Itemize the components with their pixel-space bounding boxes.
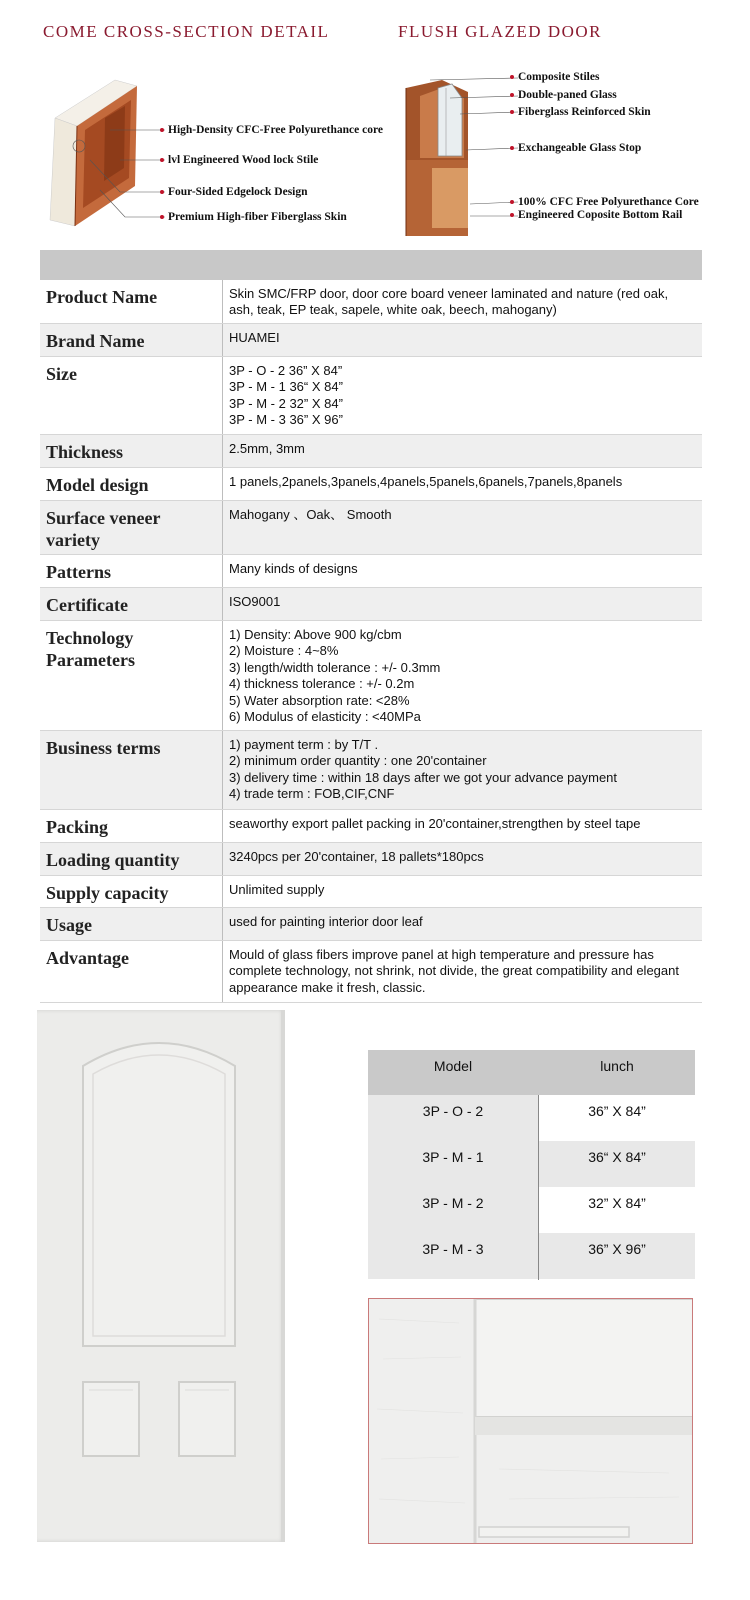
glazed-door-title: FLUSH GLAZED DOOR xyxy=(398,22,602,41)
size-cell: 36” X 96” xyxy=(588,1241,646,1257)
model-row xyxy=(368,1233,695,1279)
model-header-label: Model xyxy=(433,1058,473,1074)
callout-reinforced-skin: Fiberglass Reinforced Skin xyxy=(510,106,651,118)
callout-double-glass: Double-paned Glass xyxy=(510,89,617,101)
glazed-door-callout-lines xyxy=(430,72,520,222)
spec-row-packing xyxy=(40,810,702,843)
texture-panel-graphic xyxy=(369,1299,693,1544)
spec-value: 1) payment term : by T/T . 2) minimum order quantity : one 20'container 3) delivery time : within 18 days after we got your advance payment 4) trade term : FOB,CIF,CNF xyxy=(229,737,618,802)
spec-row-business-terms xyxy=(40,731,702,810)
cross-section-callout-lines xyxy=(80,120,170,225)
callout-dot-icon xyxy=(160,158,164,162)
spec-label: Usage xyxy=(46,915,92,935)
spec-label: Packing xyxy=(46,817,109,837)
model-row xyxy=(368,1095,695,1141)
spec-value: Skin SMC/FRP door, door core board veneer laminated and nature (red oak, ash, teak, EP teak, sapele, white oak, beech, mahogany) xyxy=(229,286,669,318)
model-cell: 3P - M - 1 xyxy=(422,1149,484,1165)
spec-row-loading-quantity xyxy=(40,843,702,876)
spec-label: Patterns xyxy=(46,562,111,582)
callout-fiberglass-skin: Premium High-fiber Fiberglass Skin xyxy=(160,211,347,223)
spec-row-model-design xyxy=(40,468,702,501)
spec-row-size xyxy=(40,357,702,435)
size-cell: 36” X 84” xyxy=(588,1103,646,1119)
spec-label: Business terms xyxy=(46,738,161,758)
spec-value: 1) Density: Above 900 kg/cbm 2) Moisture : 4~8% 3) length/width tolerance : +/- 0.3mm 4) thickness tolerance : +/- 0.2m 5) Water absorption rate: <28% 6) Modulus of elasticity : <40MPa xyxy=(229,627,441,725)
spec-value: Mahogany 、Oak、 Smooth xyxy=(229,507,392,522)
callout-dot-icon xyxy=(510,93,514,97)
callout-dot-icon xyxy=(510,200,514,204)
spec-row-supply-capacity xyxy=(40,876,702,908)
spec-value: used for painting interior door leaf xyxy=(229,914,423,929)
spec-value: 3P - O - 2 36” X 84” 3P - M - 1 36“ X 84” 3P - M - 2 32” X 84” 3P - M - 3 36” X 96” xyxy=(229,363,343,428)
callout-dot-icon xyxy=(160,190,164,194)
callout-dot-icon xyxy=(510,213,514,217)
spec-row-certificate xyxy=(40,588,702,621)
spec-label: Technology Parameters xyxy=(46,628,135,670)
size-header-label: lunch xyxy=(600,1058,634,1074)
spec-value: 2.5mm, 3mm xyxy=(229,441,305,456)
model-cell: 3P - M - 2 xyxy=(422,1195,484,1211)
spec-label: Brand Name xyxy=(46,331,145,351)
callout-edgelock: Four-Sided Edgelock Design xyxy=(160,186,308,198)
spec-value: Unlimited supply xyxy=(229,882,325,897)
spec-label: Size xyxy=(46,364,77,384)
spec-value: 1 panels,2panels,3panels,4panels,5panels,6panels,7panels,8panels xyxy=(229,474,623,489)
spec-row-brand-name xyxy=(40,324,702,357)
spec-label: Advantage xyxy=(46,948,130,968)
callout-lock-stile: lvl Engineered Wood lock Stile xyxy=(160,154,318,166)
spec-value: 3240pcs per 20'container, 18 pallets*180pcs xyxy=(229,849,484,864)
callout-dot-icon xyxy=(510,75,514,79)
callout-dot-icon xyxy=(160,215,164,219)
spec-value: Many kinds of designs xyxy=(229,561,358,576)
spec-row-patterns xyxy=(40,555,702,588)
spec-label: Loading quantity xyxy=(46,850,180,870)
spec-row-advantage xyxy=(40,941,702,1003)
spec-value: seaworthy export pallet packing in 20'container,strengthen by steel tape xyxy=(229,816,641,831)
callout-bottom-rail: Engineered Coposite Bottom Rail xyxy=(510,209,682,221)
spec-row-technology xyxy=(40,621,702,731)
model-cell: 3P - O - 2 xyxy=(422,1103,484,1119)
door-skin-illustration xyxy=(37,1010,285,1542)
spec-row-product-name xyxy=(40,280,702,324)
spec-table-header xyxy=(40,250,702,280)
callout-dot-icon xyxy=(160,128,164,132)
model-row xyxy=(368,1187,695,1233)
spec-label: Surface veneer variety xyxy=(46,508,161,550)
callout-glass-stop: Exchangeable Glass Stop xyxy=(510,142,641,154)
spec-label: Thickness xyxy=(46,442,124,462)
callout-polyurethane-core: High-Density CFC-Free Polyurethance core xyxy=(160,124,383,136)
size-cell: 32” X 84” xyxy=(588,1195,646,1211)
cross-section-title: COME CROSS-SECTION DETAIL xyxy=(43,22,330,41)
spec-value: ISO9001 xyxy=(229,594,281,609)
callout-cfc-core: 100% CFC Free Polyurethance Core xyxy=(510,196,699,208)
door-texture-closeup xyxy=(368,1298,693,1544)
spec-label: Supply capacity xyxy=(46,883,169,903)
spec-row-surface-veneer xyxy=(40,501,702,555)
model-cell: 3P - M - 3 xyxy=(422,1241,484,1257)
door-panels-graphic xyxy=(37,1010,285,1542)
callout-dot-icon xyxy=(510,146,514,150)
spec-row-usage xyxy=(40,908,702,941)
callout-composite-stiles: Composite Stiles xyxy=(510,71,599,83)
spec-value: Mould of glass fibers improve panel at high temperature and pressure has complete technology, not shrink, not divide, the great compatibility and elegant appearance make it fresh, classic. xyxy=(229,947,679,995)
size-cell: 36“ X 84” xyxy=(588,1149,646,1165)
spec-label: Product Name xyxy=(46,287,158,307)
spec-label: Certificate xyxy=(46,595,128,615)
model-row xyxy=(368,1141,695,1187)
spec-row-thickness xyxy=(40,435,702,468)
spec-label: Model design xyxy=(46,475,149,495)
callout-dot-icon xyxy=(510,110,514,114)
spec-value: HUAMEI xyxy=(229,330,280,345)
